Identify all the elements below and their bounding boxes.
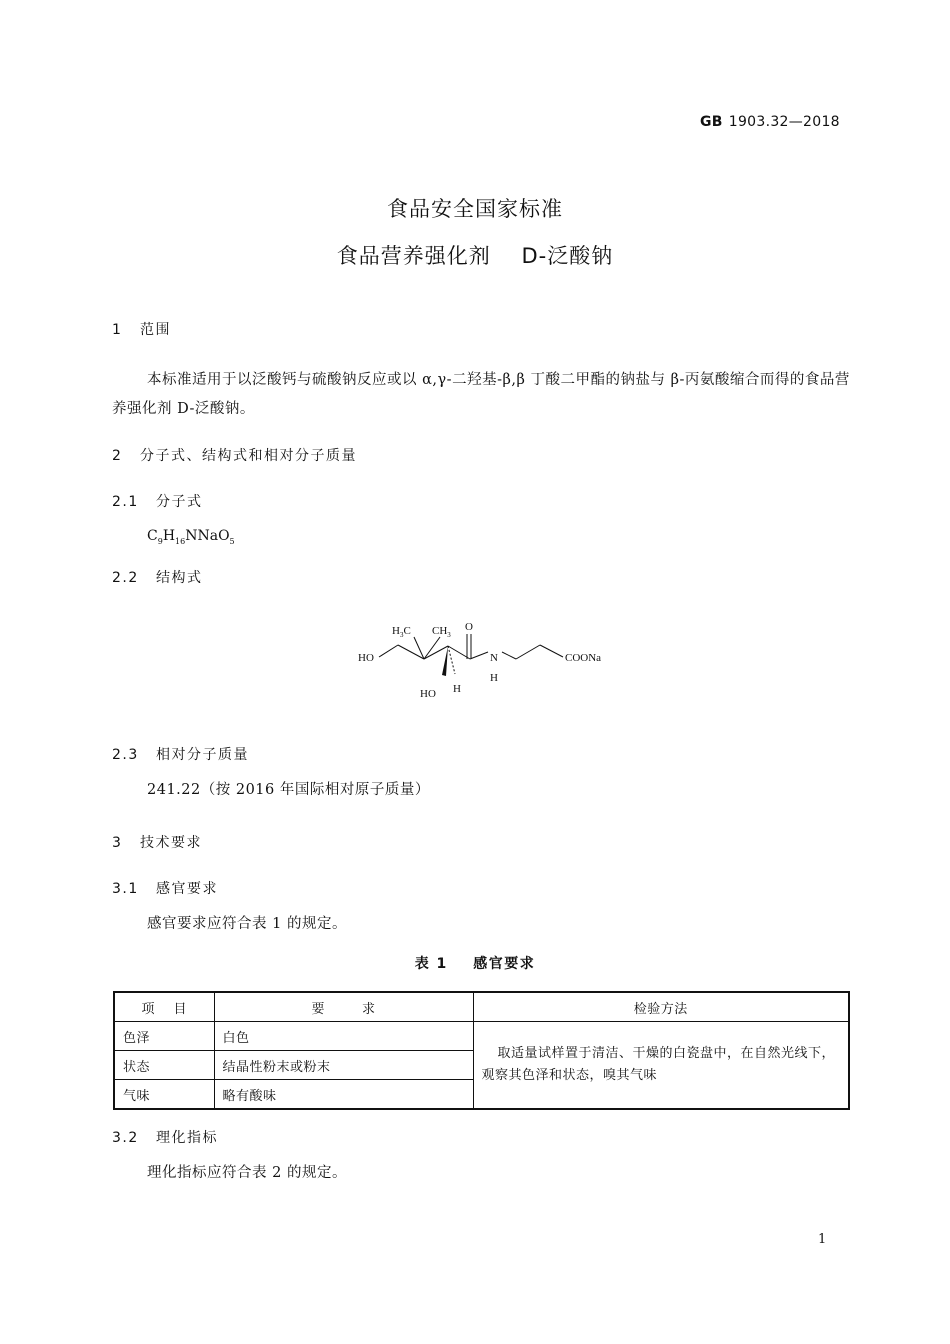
section-3-heading <box>112 832 202 852</box>
section-number: 1 <box>112 322 123 338</box>
section-title: 分子式、结构式和相对分子质量 <box>140 448 357 464</box>
section-2-3-heading <box>112 744 249 764</box>
section-number: 3.2 <box>112 1130 139 1146</box>
svg-text:CH3: $CH_3$ <box>432 625 451 639</box>
column-header-method: 检验方法 <box>473 992 849 1022</box>
section-number: 3.1 <box>112 881 139 897</box>
svg-text:H: H <box>490 672 498 684</box>
section-3-2-paragraph: 理化指标应符合表 2 的规定。 <box>147 1165 347 1181</box>
stereo-hash-bond <box>448 646 455 674</box>
table-1-sensory-requirements <box>113 991 850 1110</box>
standard-code: 1903.32—2018 <box>728 114 840 130</box>
table-row <box>114 1022 849 1051</box>
section-2-1-heading <box>112 491 203 511</box>
section-title: 分子式 <box>156 494 203 510</box>
section-1-paragraph: 本标准适用于以泛酸钙与硫酸钠反应或以 α,γ-二羟基-β,β 丁酸二甲酯的钠盐与 β-丙氨酸缩合而得的食品营养强化剂 D-泛酸钠。 <box>112 372 850 417</box>
section-number: 2 <box>112 448 123 464</box>
section-3-2-heading <box>112 1127 218 1147</box>
section-2-2-heading <box>112 567 203 587</box>
svg-text:HO: HO <box>420 688 436 700</box>
section-title: 感官要求 <box>156 881 218 897</box>
svg-text:O: O <box>465 621 473 633</box>
svg-text:COONa: COONa <box>565 652 602 664</box>
cell-test-method: 取适量试样置于清洁、干燥的白瓷盘中，在自然光线下，观察其色泽和状态，嗅其气味 <box>473 1022 849 1110</box>
svg-text:H3C: $H_3C$ <box>392 625 411 639</box>
cell-requirement: 结晶性粉末或粉末 <box>214 1051 473 1080</box>
svg-text:HO: HO <box>358 652 374 664</box>
section-1-heading <box>112 319 171 339</box>
column-header-requirement: 要 求 <box>214 992 473 1022</box>
doc-title-line2: 食品营养强化剂 D-泛酸钠 <box>336 244 614 268</box>
section-title: 理化指标 <box>156 1130 218 1146</box>
cell-requirement: 略有酸味 <box>214 1080 473 1110</box>
molecular-mass-text: 241.22（按 2016 年国际相对原子质量） <box>147 782 430 798</box>
stereo-wedge-bond <box>442 646 448 676</box>
section-number: 3 <box>112 835 123 851</box>
section-number: 2.3 <box>112 747 139 763</box>
cell-item: 气味 <box>114 1080 214 1110</box>
section-title: 范围 <box>140 322 171 338</box>
doc-title-line1: 食品安全国家标准 <box>387 197 563 221</box>
standard-prefix: GB <box>700 114 723 130</box>
molecular-formula: $C_9H_{16}NNaO_5$ <box>147 528 235 546</box>
section-title: 结构式 <box>156 570 203 586</box>
section-number: 2.2 <box>112 570 139 586</box>
section-title: 相对分子质量 <box>156 747 249 763</box>
column-header-item: 项 目 <box>114 992 214 1022</box>
section-3-1-heading <box>112 878 218 898</box>
section-3-1-paragraph: 感官要求应符合表 1 的规定。 <box>147 916 347 932</box>
cell-item: 状态 <box>114 1051 214 1080</box>
cell-requirement: 白色 <box>214 1022 473 1051</box>
cell-item: 色泽 <box>114 1022 214 1051</box>
section-title: 技术要求 <box>140 835 202 851</box>
structural-formula <box>340 612 620 712</box>
svg-text:H: H <box>453 683 461 695</box>
standard-number <box>700 114 840 130</box>
section-2-heading <box>112 445 357 465</box>
page-number: 1 <box>818 1232 827 1247</box>
svg-text:N: N <box>490 652 498 664</box>
table-header-row <box>114 992 849 1022</box>
section-number: 2.1 <box>112 494 139 510</box>
table-1-caption: 表 1 感官要求 <box>414 956 536 972</box>
